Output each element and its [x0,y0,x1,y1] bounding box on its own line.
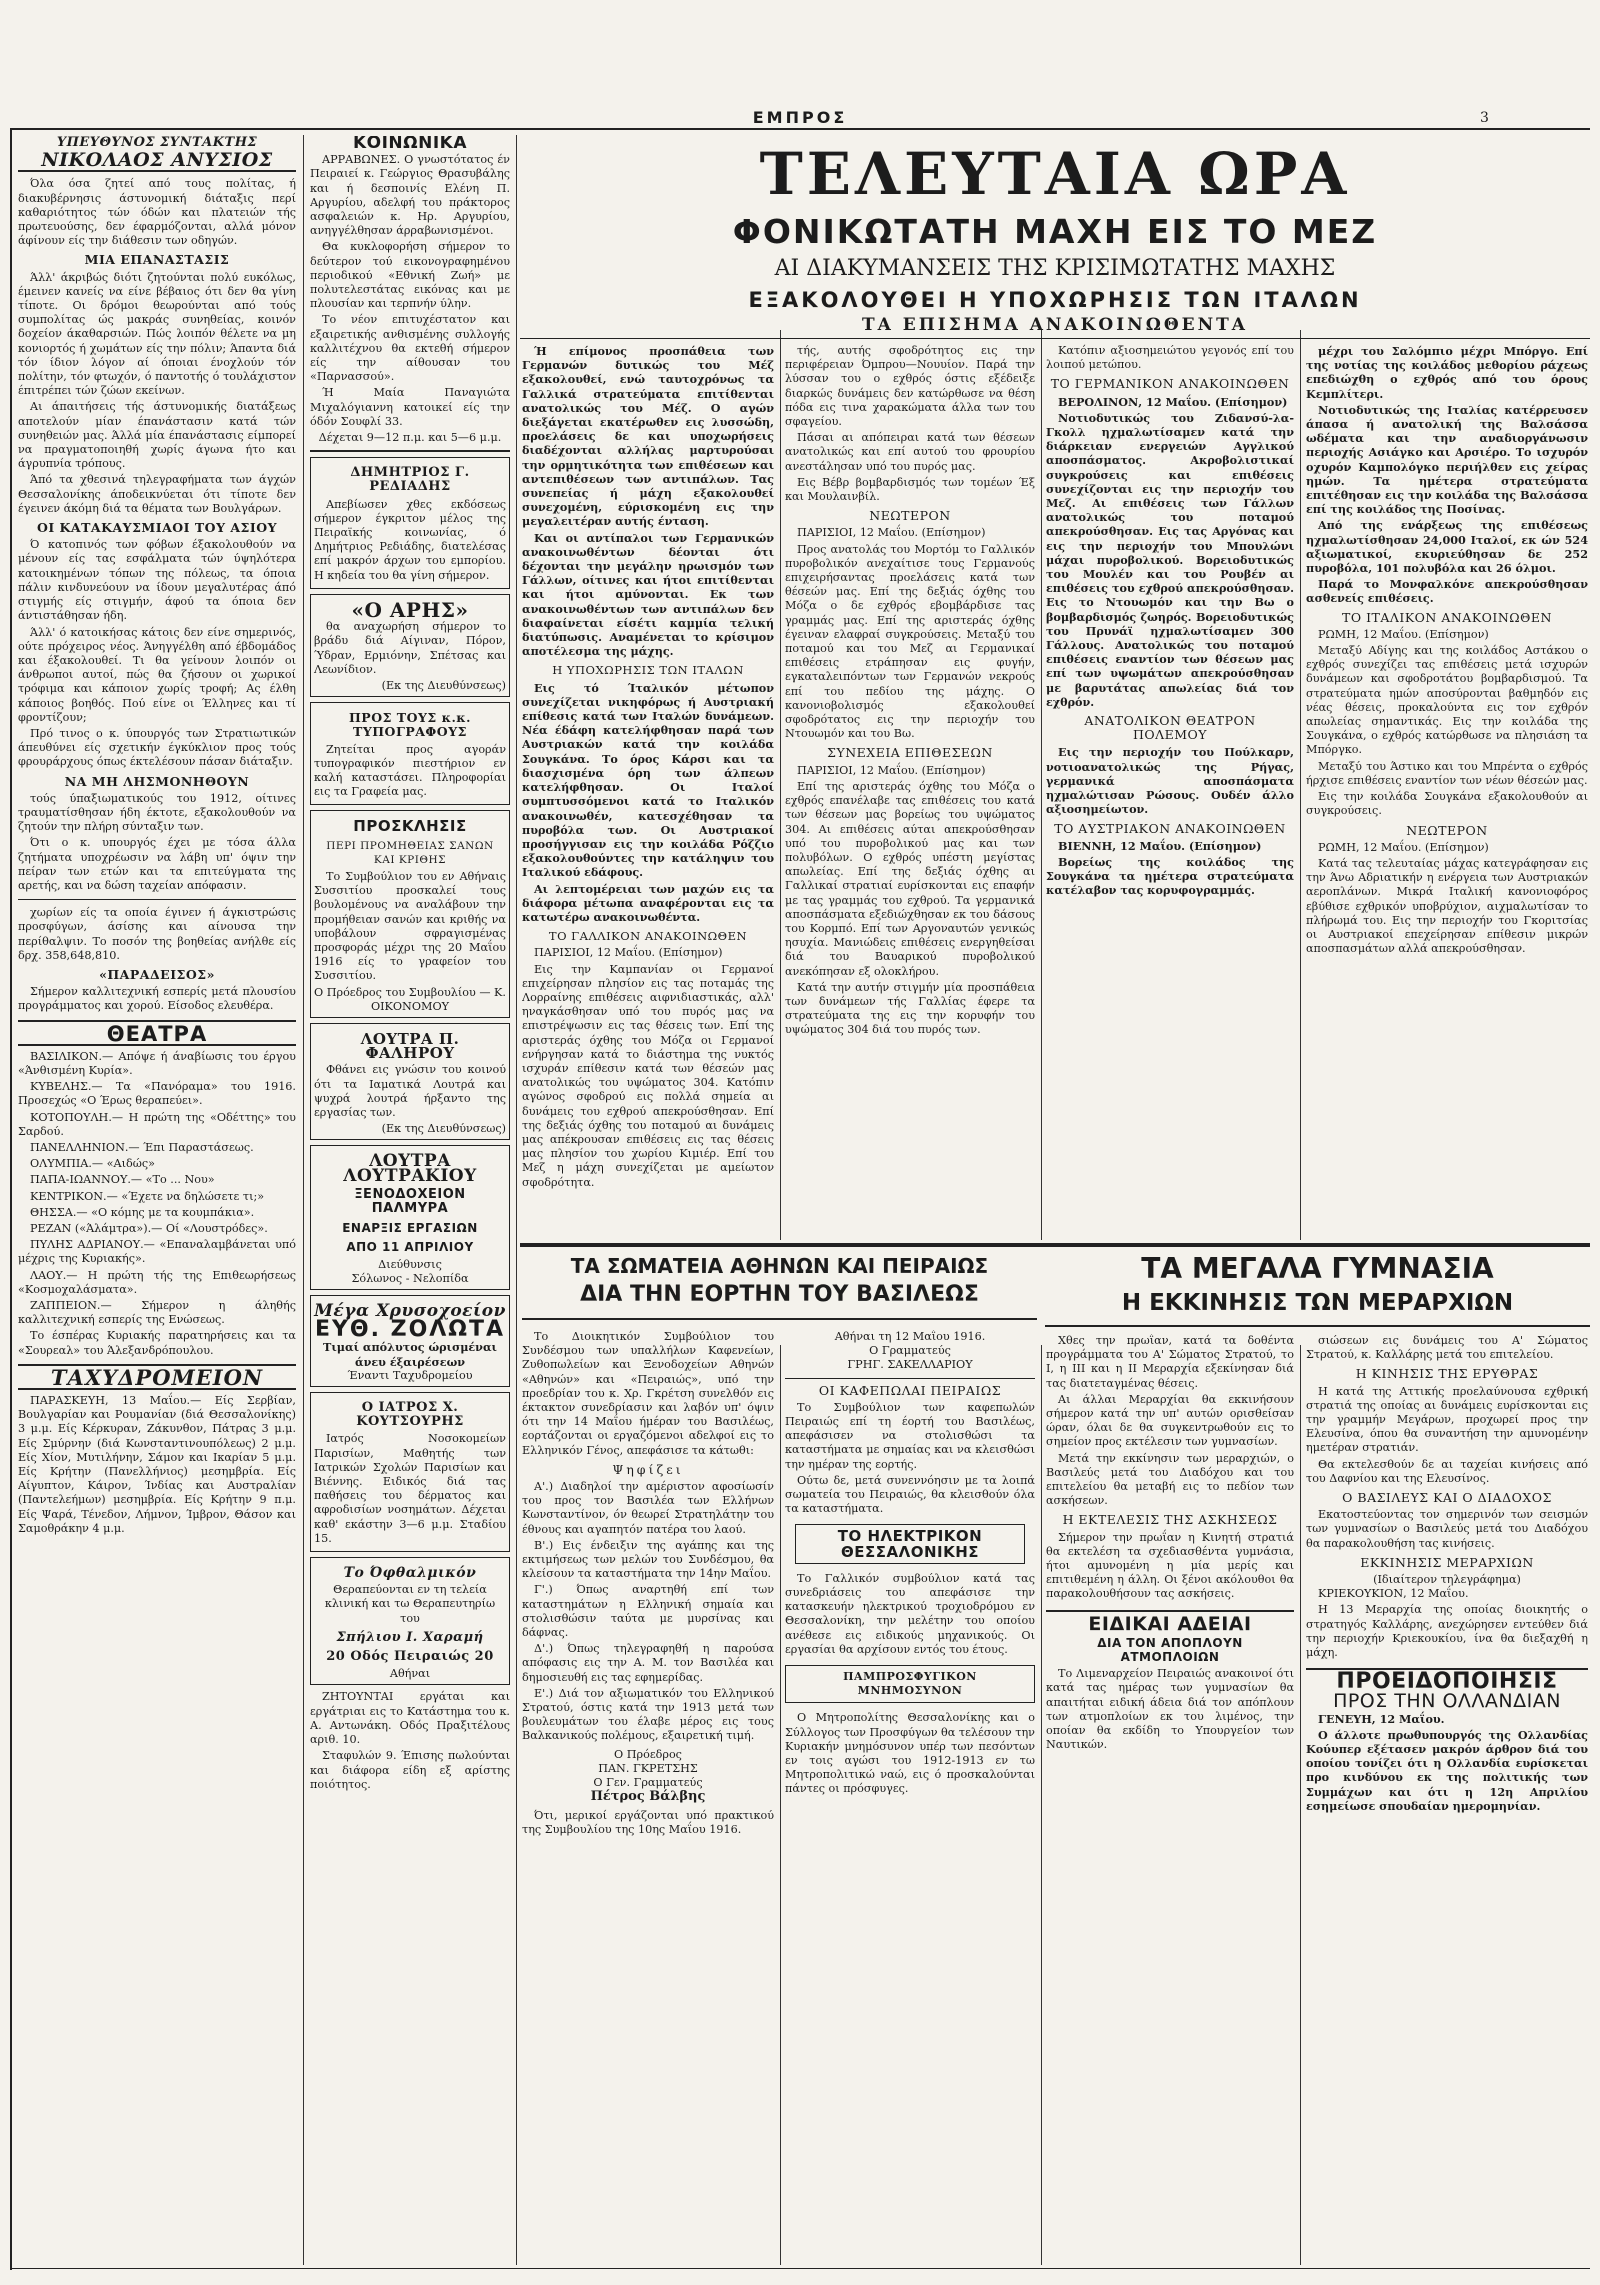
masthead-rule [10,128,1590,130]
page-number: 3 [1480,110,1489,126]
theatre-item: Το έσπέρας Κυριακής παρατηρήσεις και τα «Σουρεαλ» του Άλεξανδρόπουλου. [18,1329,296,1357]
subheading-note: (Ιδιαίτερον τηλεγράφημα) [1373,1573,1521,1587]
ad-title: Το Όφθαλμικόν [343,1565,477,1582]
paragraph: Κατόπιν αξιοσημειώτου γεγονός επί του λοιπού μετώπου. [1046,344,1294,372]
paragraph: ΑΡΡΑΒΩΝΕΣ. Ο γνωστότατος έν Πειραιεί κ. Γεώργιος Θρασυβάλης και ή δεσποινίς Ελένη Π. Αργυρίου, αδελφή του πράκτορος ασφαλειών κ. Ηρ. Αργυρίου, ανηγγέλθησαν άρραβωνισμένοι. [310,153,510,238]
baths-ad [310,1023,510,1140]
headline-rule [520,338,1590,339]
signature-role: Ο Πρόεδρος [614,1747,682,1761]
left-column [18,136,296,2266]
subheading: Η ΚΙΝΗΣΙΣ ΤΗΣ ΕΡΥΘΡΑΣ [1355,1366,1539,1382]
warning-subtitle: ΠΡΟΣ ΤΗΝ ΟΛΛΑΝΔΙΑΝ [1333,1690,1561,1713]
dateline: ΒΙΕΝΝΗ, 12 Μαΐου. (Επίσημον) [1058,838,1262,853]
ad-line: ΑΠΟ 11 ΑΠΡΙΛΙΟΥ [346,1240,474,1255]
ad-text: Ιατρός Νοσοκομείων Παρισίων, Μαθητής των Ιατρικών Σχολών Παρισίων και Βιέννης. Ειδικός διά τας παθήσεις του δέρματος και αφροδισίων νοσημάτων. Δέχεται καθ' εκάστην 3—6 μ.μ. Σταδίου 15. [314,1432,506,1545]
paragraph: Ο Μητροπολίτης Θεσσαλονίκης και ο Σύλλογος των Προσφύγων θα τελέσουν την Κυριακήν μνημόσυνον υπέρ των πεσόντων εν τοις αγώσι του 1912-1913 εν τω Μητροπολιτικώ ναώ, εις ό προσκαλούνται πάντες οι πρόσφυγες. [785,1711,1035,1796]
headline-line-4: ΕΞΑΚΟΛΟΥΘΕΙ Η ΥΠΟΧΩΡΗΣΙΣ ΤΩΝ ΙΤΑΛΩΝ [748,288,1362,312]
paragraph: ΖΗΤΟΥΝΤΑΙ εργάται και εργάτριαι εις το Κατάστημα του κ. Α. Αντωνάκη. Οδός Πραξιτέλους αριθ. 10. [310,1690,510,1747]
warning-title: ΠΡΟΕΙΔΟΠΟΙΗΣΙΣ [1336,1669,1558,1695]
theatre-item: ΖΑΠΠΕΙΟΝ.— Σήμερον η άληθής καλλιτεχνική εσπερίς της Ενώσεως. [18,1299,296,1327]
paragraph: Εκατοστεύοντας τον σημερινόν των σεισμών των γυμνασίων ο Βασιλεύς μετά του Διαδόχου θα παρακολουθήση τας κινήσεις. [1306,1508,1588,1550]
ad-city: Αθήναι [389,1667,431,1681]
permits-subtitle: ΔΙΑ ΤΟΝ ΑΠΟΠΛΟΥΝ ΑΤΜΟΠΛΟΙΩΝ [1097,1635,1243,1665]
paragraph: Βορείως της κοιλάδος της Σουγκάνα τα ημέτερα στρατεύματα κατέλαβον τας κορυφογραμμάς. [1046,854,1294,898]
ad-signature: Ο Πρόεδρος του Συμβουλίου — Κ. ΟΙΚΟΝΟΜΟΥ [314,985,506,1013]
paragraph: Σταφυλών 9. Έπισης πωλούνται και διάφορα είδη εξ αρίστης ποιότητος. [310,1749,510,1791]
subheading: Η ΥΠΟΧΩΡΗΣΙΣ ΤΩΝ ΙΤΑΛΩΝ [552,663,744,678]
bottom-column-3 [1046,1334,1294,2264]
ad-title: «Ο ΑΡΗΣ» [351,597,469,622]
paragraph: Παρά το Μονφαλκόνε απεκρούσθησαν ασθενείς επιθέσεις. [1306,577,1588,606]
memorial-box [785,1665,1035,1703]
paragraph: Μετά την εκκίνησιν των μεραρχιών, ο Βασιλεύς μετά του Διαδόχου και του επιτελείου θα μεταβή εις το πεδίον των ασκήσεων. [1046,1451,1294,1508]
subheading: Η ΕΚΤΕΛΕΣΙΣ ΤΗΣ ΑΣΚΗΣΕΩΣ [1062,1512,1278,1528]
headline-line-2: ΦΟΝΙΚΩΤΑΤΗ ΜΑΧΗ ΕΙΣ ΤΟ ΜΕΖ [732,212,1378,251]
ad-name: Σπήλιου Ι. Χαραμή [336,1629,484,1645]
paragraph: Εις την Καμπανίαν οι Γερμανοί επιχείρησαν πλησίον εις τας ποταμάς της Λορραίνης επιθέσεις αιφνιδιαστικάς, αλλ' ηναγκάσθησαν υπό του πυρός μας να επιστρέψωσιν εις τας θέσεις των. Επί της αριστεράς όχθης του Μόζα οι Γερμανοί ενήργησαν κατά το διάστημα της νυκτός ισχυράν επίθεσιν κατά των θέσεών μας ανατολικώς του υψώματος 304. Κατόπιν αγώνος σφοδρού εις πολλά σημεία αι δυνάμεις του εχθρού απεκρούσθησαν. Επί της δεξιάς όχθης του ποταμού αι δυνάμεις μας απέκρουσαν επιθέσεις εις τας θέσεις μας πλησίον του χωρίου Κιμιέρ. Επί του Μεζ η μάχη συνεχίζεται με αμείωτον σφοδρότητα. [522,962,774,1189]
ad-source: (Εκ της Διευθύνσεως) [381,1122,506,1136]
signature-name: ΠΑΝ. ΓΚΡΕΤΣΗΣ [598,1761,698,1775]
maneuvers-rule [1045,1325,1590,1327]
subheading: ΤΟ ΙΤΑΛΙΚΟΝ ΑΝΑΚΟΙΝΩΘΕΝ [1342,609,1552,625]
subheading: ΟΙ ΚΑΦΕΠΩΛΑΙ ΠΕΙΡΑΙΩΣ [818,1382,1002,1398]
paragraph: Ή επίμονος προσπάθεια των Γερμανών δυτικώς του Μέζ εξακολουθεί, ενώ ταυτοχρόνως τα Γαλλικά στρατεύματα επιτίθενται ανατολικώς του Μέζ. Ο αγών διεξάγεται εκατέρωθεν εις λυσσώδη, προελάσεις δε και υποχωρήσεις διαδέχονται αλλήλας μαρτυρούσαι την ορμητικότητα των επιθέσεων και αντεπιθέσεων των αντιπάλων. Τας συνεπείας ή μάχη εξακολουθεί συνεχομένη, εύρισκομένη εις την μεγαλειτέραν αυτής ένταση. [522,344,774,529]
tram-box [795,1524,1025,1563]
ad-text: Φθάνει εις γνώσιν του κοινού ότι τα Ιαματικά Λουτρά και ψυχρά λουτρά ήρξαντο της εργασίας των. [314,1063,506,1119]
permits-title: ΕΙΔΙΚΑΙ ΑΔΕΙΑΙ [1088,1612,1252,1635]
paragraph: τούς ύπαξιωματικούς του 1912, οίτινες τραυματίσθησαν ήδη έκτοτε, εξακολουθούν να ζητούν την πλήρη σύνταξιν των. [18,791,296,834]
headline-line-3: ΑΙ ΔΙΑΚΥΜΑΝΣΕΙΣ ΤΗΣ ΚΡΙΣΙΜΩΤΑΤΗΣ ΜΑΧΗΣ [774,256,1336,281]
paragraph: Επί της αριστεράς όχθης του Μόζα ο εχθρός επανέλαβε τας επιθέσεις του κατά των θέσεων μας βορείως του υψώματος 304. Αι επιθέσεις αύται απεκρούσθησαν υπό του πυροβολικού μας και των πολυβόλων. Ο εχθρός υπέστη μεγίστας απωλείας. Επί της δεξιάς όχθης αι Γαλλικαί στρατιαί ευρίσκονται εις επαφήν με τας γραμμάς του εχθρού. Τα γερμανικά αποσπάσματα εξεδιώχθησαν εκ του δάσους του Κορμπό. Επί των Αργοναυτών γενικώς ησυχία. Μανιώδεις επιθέσεις ενεργηθείσαι διά του Βαυαρικού πυροβολικού ανεκόπησαν εξ ολοκλήρου. [785,779,1035,978]
paragraph: Ότι, μερικοί εργάζονται υπό πρακτικού της Συμβουλίου της 10ης Μαΐου 1916. [522,1808,774,1836]
paragraph: Ούτω δε, μετά συνεννόησιν με τα λοιπά σωματεία του Πειραιώς, θα κλεισθούν όλα τα καταστήματα. [785,1473,1035,1516]
ad-address: 20 Οδός Πειραιώς 20 [326,1649,494,1665]
paragraph: Ό κατοπινός των φόβων έξακολουθούν να μένουν είς τας εσφάλματα τών ύψηλότερα κατοικημένων τόπων της πόλεως, τα όποια πάλιν κινδυνεύουν να ίδουν μεγαλυτέρας άπό στιγμής είς στιγμήν, άφού τα όποια δεν άντιστάθησαν ήδη. [18,538,296,623]
paragraph: χωρίων είς τα οποία έγινεν ή άγκιστρώσις προσφύγων, άσίσης και αίνουσα την περίθαλψιν. Το ποσόν της βοηθείας ανήλθε είς δρχ. 358,648,810. [18,906,296,962]
paragraph: Πρό τινος ο κ. ύπουργός των Στρατιωτικών άπευθύνει είς σχετικήν έγκύκλιον προς τούς φρουράρχους όπως έκτελέσουν πάσαν διάταξιν. [18,726,296,769]
paragraph: Β'.) Εις ένδειξιν της αγάπης και της εκτιμήσεως των μελών του Συνδέσμου, θα κλείσουν τα καταστήματα την 14ην Μαΐου. [522,1538,774,1581]
box-title: ΠΑΜΠΡΟΣΦΥΓΙΚΟΝ ΜΝΗΜΟΣΥΝΟΝ [843,1670,977,1698]
theatre-item: ΚΟΤΟΠΟΥΛΗ.— Η πρώτη της «Οδέττης» του Σαρδού. [18,1110,296,1138]
editor-header: ΥΠΕΥΘΥΝΟΣ ΣΥΝΤΑΚΤΗΣ [56,136,258,150]
theatre-item: ΠΑΝΕΛΛΗΝΙΟΝ.— Έπι Παραστάσεως. [30,1141,254,1154]
ad-title: Μέγα Χρυσοχοείον [314,1301,506,1322]
ad-line: Σόλωνος - Νελοπίδα [351,1271,469,1285]
paragraph: Άλλ' άκριβώς διότι ζητούνται πολύ ευκόλως, έμεινεν κανείς να είνε βέβαιος ότι δεν θα γίνη τίποτε. Οι δρόμοι θεωρούνται από τούς συμπολίτας ώς μακράς συνηθείας, κοινόν δοχείον άκαθαρσιών. Πώς λοιπόν θέλετε να μη κονιορτός ή χωμάτων είς την πόλιν; Άπαντα διά τόν ίδιον λόγον αί όποιαι ένοχλούν τόν πολίτην, τόν φτωχόν, ό παντοτής ό τουλάχιστον έπιτρέπει τών ζώων εκείνων. [18,270,296,398]
theatre-item: ΘΗΣΣΑ.— «Ο κόμης με τα κουμπάκια». [30,1205,255,1219]
ad-title: ΔΗΜΗΤΡΙΟΣ Γ. ΡΕΔΙΑΔΗΣ [350,465,470,495]
guilds-title-2: ΔΙΑ ΤΗΝ ΕΟΡΤΗΝ ΤΟΥ ΒΑΣΙΛΕΩΣ [580,1282,979,1307]
paragraph: Πάσαι αι απόπειραι κατά των θέσεων ανατολικώς και επί αυτού του φρουρίου ανεστάλησαν υπό του πυρός μας. [785,431,1035,473]
column-5 [1046,344,1294,1239]
paragraph: Θα εκτελεσθούν δε αι ταχείαι κινήσεις από του Δαφνίου και της Ελευσίνος. [1306,1457,1588,1485]
paragraph: Εις Βέβρ βομβαρδισμός των τομέων Έξ και Μουλαινβίλ. [785,475,1035,504]
social-header: ΚΟΙΝΩΝΙΚΑ [352,136,467,153]
theatre-item: ΚΕΝΤΡΙΚΟΝ.— «Έχετε να δηλώσετε τι;» [30,1189,265,1203]
paragraph: Α'.) Διαδηλοί την αμέριστον αφοσίωσίν του προς τον Βασιλέα των Ελλήνων Κωνσταντίνον, όν θεωρεί Στρατηλάτην του έθνους και αγαπητόν πατέρα του λαού. [522,1480,774,1536]
subheading: ΤΟ ΓΑΛΛΙΚΟΝ ΑΝΑΚΟΙΝΩΘΕΝ [548,929,748,944]
dateline: ΚΡΙΕΚΟΥΚΙΟΝ, 12 Μαΐου. [1318,1587,1469,1601]
headline-banner: ΤΕΛΕΥΤΑΙΑ ΩΡΑ [759,140,1351,208]
theatre-item: ΠΑΠΑ-ΙΩΑΝΝΟΥ.— «Το ... Νου» [30,1173,215,1187]
col-rule-4 [1041,330,1042,1240]
col-rule-7 [1041,1345,1042,2265]
paragraph: Το νέον επιτυχέστατον και εξαιρετικής ανθισμένης συλλογής καλλιτέχνου θα εκτεθή σήμερον είς την αίθουσαν του «Παρνασσού». [310,313,510,384]
ad-text: Θεραπεύονται εν τη τελεία κλινική και τω Θεραπευτηρίω του [324,1583,496,1625]
theatre-item: ΛΑΟΥ.— Η πρώτη τής της Επιθεωρήσεως «Κοσμοχαλάσματα». [18,1268,296,1296]
ad-title: ΛΟΥΤΡΑ ΛΟΥΤΡΑΚΙΟΥ [343,1151,477,1186]
ad-title: Ο ΙΑΤΡΟΣ Χ. ΚΟΥΤΣΟΥΡΗΣ [356,1400,464,1430]
subheading: ΝΕΩΤΕΡΟΝ [869,508,951,524]
dateline: ΠΑΡΙΣΙΟΙ, 12 Μαΐου. (Επίσημον) [534,946,723,960]
ad-text: Ζητείται προς αγοράν τυπογραφικόν πιεστήριον εν καλή καταστάσει. Πληροφορίαι εις τα Γραφεία μας. [314,742,506,799]
theatre-item: ΚΥΒΕΛΗΣ.— Τα «Πανόραμα» του 1916. Προσεχώς «Ο Έρως θεραπεύει». [18,1080,296,1108]
theatres-header: ΘΕΑΤΡΑ [106,1021,208,1046]
theatre-item: ΠΥΛΗΣ ΑΔΡΙΑΝΟΥ.— «Επαναλαμβάνεται υπό μέχρις της Κυριακής». [18,1238,296,1266]
bottom-rule [10,2268,1590,2269]
paragraph: Δέχεται 9—12 π.μ. και 5—6 μ.μ. [318,431,502,445]
paragraph: Η 13 Μεραρχία της οποίας διοικητής ο στρατηγός Καλλάρης, ανεχώρησεν εντεύθεν διά την περιοχήν Κριεκουκίου, ίνα θα διεξαχθή η μάχη. [1306,1603,1588,1660]
ad-title: ΠΡΟΣΚΛΗΣΙΣ [353,817,467,836]
paragraph: Νοτιοδυτικώς του Ζιδανσύ-λα-Γκολλ ηχμαλωτίσαμεν κατά την διάρκειαν ενεργειών Αγγλικού αποσπάσματος. Ακροβολιστικαί συγκρούσεις και επιθέσεις συνεχίζονται εις την περιοχήν του Μεζ. Αι επιθέσεις των Γάλλων ανατολικώς του ποταμού απεκρούσθησαν. Εις τας Αργόνας και εις την περιοχήν του Μπουλώνι μάχαι πυροβολικού. Βορειοδυτικώς του Μουλέν και του Ρουβέν αι επιθέσεις του εχθρού απεκρούσθησαν. Εις το Ντουωμόν και την Βω ο βομβαρδισμός ζωηρός. Βορειοδυτικώς του Πρυνάϊ ηχμαλωτίσαμεν 300 Γάλλους. Ανατολικώς του ποταμού επιθέσεις εναντίον των θέσεων μας επί των υψωμάτων απεκρούσθησαν με βαρυτάτας απωλείας διά τον εχθρόν. [1046,410,1294,709]
paragraph: Ο άλλοτε πρωθυπουργός της Ολλανδίας Κούυπερ εξέτασεν μακρόν άρθρον διά του οποίου τονίζει ότι η Ολλανδία ευρίσκεται προ κινδύνου εκ της πολιτικής των Συμμάχων και ότι η 12η Απριλίου εσημείωσε σπουδαίαν ημερομηνίαν. [1306,1727,1588,1813]
theatre-item: ΟΛΥΜΠΙΑ.— «Αιδώς» [30,1157,155,1171]
paragraph: τής, αυτής σφοδρότητος εις την περιφέρειαν Όμπρου—Νουυίον. Παρά την λύσσαν του ο εχθρός όστις εξέδειξε διαρκώς δυνάμεις δεν κατώρθωσε να θέση πόδα εις τινα χαρακώματα άλλα των του σφαγείου. [785,344,1035,429]
paragraph: Το Διοικητικόν Συμβούλιον του Συνδέσμου των υπαλλήλων Καφενείων, Ζυθοπωλείων και Ξενοδοχείων Αθηνών «Αθηνών» και «Πειραιώς», υπό την προεδρίαν του κ. Χρ. Γκρέτση συνελθόν εις έκτακτον συνεδρίασιν και λαβόν υπ' όψιν ότι την 14 Μαΐου ήμέραν του Βασιλέως, εορτάζονται οι εργαζόμενοι αδελφοί εις το Ελληνικόν Γένος, απεφάσισε τα κάτωθι: [522,1330,774,1457]
paragraph: Ότι ο κ. υπουργός έχει με τόσα άλλα ζητήματα υποχρέωσιν να λάβη υπ' όψιν την πείραν των ετών και τα επιτεύγματα της αρετής, και να δώση ταχείαν απόφασιν. [18,836,296,892]
subheading: Ψηφίζει [612,1461,684,1477]
box-title: ΤΟ ΗΛΕΚΤΡΙΚΟΝ [837,1527,983,1546]
col-rule-1 [303,135,304,2265]
paragraph: Το Συμβούλιον των καφεπωλών Πειραιώς επί τη έορτή του Βασιλέως, απεφάσισεν να στολισθώσι τα καταστήματα με σημαίας και να κλεισθώσι την ημέραν της εορτής. [785,1400,1035,1471]
column-2 [310,136,510,2266]
dateline: Αθήναι τη 12 Μαΐου 1916. [834,1330,986,1343]
subheading: ΕΚΚΙΝΗΣΙΣ ΜΕΡΑΡΧΙΩΝ [1360,1554,1534,1570]
paragraph: Αι άπαιτήσεις τής άστυνομικής διατάξεως αποτελούν μίαν έπανάστασιν κατά τών συνηθειών μας. Άλλά μία έπανάστασις είμπορεί να πραγματοποιηθή χωρίς άγωνα ήτο και άγρυπνία τρόπους. [18,400,296,471]
col-rule-3 [780,330,781,1240]
maneuvers-title-2: Η ΕΚΚΙΝΗΣΙΣ ΤΩΝ ΜΕΡΑΡΧΙΩΝ [1121,1290,1514,1316]
paragraph: Νοτιοδυτικώς της Ιταλίας κατέρρευσεν άπασα ή ανατολική της Βαλσάσσα ωδέματα και την αναδιοργάνωσιν περιοχής Ασιάγκο και Αρσιέρο. Το ισχυρόν οχυρόν Καμπολόγκο περιήλθεν εις χείρας ημών. Τα ημέτερα στρατεύματα επιτέθησαν εις την κοιλάδα της Βαλσάσσα επί της κοιλάδος της Ποσίνας. [1306,402,1588,517]
tender-notice [310,810,510,1018]
ad-text: Τιμαί απόλυτος ώρισμέναι άνευ έξαιρέσεων [323,1340,497,1369]
doctor-ad [310,1392,510,1552]
signature-role: Ο Γεν. Γραμματεύς [593,1776,703,1790]
ad-text: Απεβίωσεν χθες εκδόσεως σήμερον έγκριτον μέλος της Πειραϊκής κοινωνίας, ό Δημήτριος Ρεδιάδης, διατελέσας επί μακρόν άρχων του εμπορίου. Η κηδεία του θα γίνη σήμερον. [314,497,506,582]
paragraph: Άλλ' ό κατοικήσας κάτοις δεν είνε σημερινός, ούτε πρόχειρος νέος. Άνηγγέλθη από έβδομάδος και έξακολουθεί. Τι θα γείνουν λοιπόν οι άνθρωποι αυτοί, πώς θα ζήσουν οι χωρικοί τρόφιμα και κάποιον χωρίς τροφή; Ας έλθη κάποιος βοηθός. Πού είνε οι Έλληνες και τί φροντίζουν; [18,625,296,724]
paragraph: Κατά τας τελευταίας μάχας κατεγράφησαν εις την Άνω Αδριατικήν η ενέργεια των Αυστριακών αεροπλάνων. Μικρά Ιταλική κανονιοφόρος εβύθισε εχθρικόν υποβρύχιον, αιχμαλωτίσαν το πλήρωμά του. Εις την περιοχήν του Γκοριτσίας οι Αυστριακοί επεχείρησαν επίθεσιν μικρών αποσπασμάτων αλλά απεκρούσθησαν. [1306,856,1588,956]
hotel-ad [310,1145,510,1290]
col-rule-5 [1300,330,1301,1240]
paragraph: Δ'.) Όπως τηλεγραφηθή η παρούσα απόφασις εις την Α. Μ. τον Βασιλέα και δημοσιευθή εις τας εφημερίδας. [522,1642,774,1684]
theatre-item: ΒΑΣΙΛΙΚΟΝ.— Απόψε ή άναβίωσις του έργου «Άνθισμένη Κυρία». [18,1049,296,1077]
ad-name: ΕΥΘ. ΖΟΛΩΤΑ [314,1317,506,1343]
paragraph: Θα κυκλοφορήση σήμερον το δεύτερον τού εικονογραφημένου περιοδικού «Εθνική Ζωή» με πολυτελεστάτας εικόνας και με πλουσίαν και τερπνήν ύλην. [310,240,510,311]
ad-text: Το Συμβούλιον του εν Αθήναις Συσσιτίου προσκαλεί τους βουλομένους να αναλάβουν την προμήθειαν σανών και κριθής να υποβάλουν σφραγισμένας προσφοράς μέχρι της 20 Μαΐου 1916 είς το γραφείον του Συσσιτίου. [314,869,506,983]
paragraph: ΠΑΡΑΣΚΕΥΗ, 13 Μαΐου.— Είς Σερβίαν, Βουλγαρίαν και Ρουμανίαν (διά Θεσσαλονίκης) 3 μ.μ. Είς Κέρκυραν, Ζάκυνθον, Πάτρας 3 μ.μ. Είς Σμύρνην (διά Κωνσταντινουπόλεως) 2 μ.μ. Είς Χίον, Μυτιλήνην, Σάμον και Ικαρίαν 5 μ.μ. Είς Κρήτην (Πανελλήνιος) μεσημβρία. Είς Αίγυπτον, Κάιρον, Ίνδίας και Αυστραλίαν (Παντελεήμων) μεσημβρία. Είς Κρήτην 9 π.μ. Είς Ψαρά, Τένεδον, Λήμνον, Ίμβρον, Θάσον και Σαμοθράκην 4 μ.μ. [18,1394,296,1535]
ad-title: ΛΟΥΤΡΑ Π. ΦΑΛΗΡΟΥ [360,1029,460,1063]
paragraph: Η κατά της Αττικής προελαύνουσα εχθρική στρατιά της οποίας αι δυνάμεις ευρίσκονται εις την γραμμήν Μεγάρων, προχωρεί προς την Ελευσίνα, όπου θα συναντήση την αμυνομένην ημετέραν στρατιάν. [1306,1384,1588,1455]
masthead-name: ΕΜΠΡΟΣ [752,108,848,127]
subheading: Ο ΒΑΣΙΛΕΥΣ ΚΑΙ Ο ΔΙΑΔΟΧΟΣ [1342,1490,1552,1506]
paragraph: Άπό τα χθεσινά τηλεγραφήματα των άγχών Θεσσαλονίκης άποδεικνύεται ότι τίποτε δεν έγεινεν άκόμη διά τα θέματα των Βουλγάρων. [18,473,296,515]
post-office-header: ΤΑΧΥΔΡΟΜΕΙΟΝ [50,1364,264,1390]
paragraph: Μεταξύ του Άστικο και του Μπρέντα ο εχθρός ήρχισε επιθέσεις εναντίον των νέων θέσεών μας. [1306,759,1588,787]
paragraph: Μεταξύ Αδίγης και της κοιλάδος Αστάκου ο εχθρός συνεχίζει τας επιθέσεις μετά ισχυρών δυνάμεων και σφοδροτάτου βομβαρδισμού. Τα στρατεύματα ημών αποσύρονται βαθμηδόν εις νέας θέσεις, προκαλούντα εις τον εχθρόν απωλείας σημαντικάς. Εις την κοιλάδα της Σουγκάνα, ο εχθρός κατώρθωσε να πλησιάση τα Μπόργκο. [1306,644,1588,757]
ad-title: ΠΡΟΣ ΤΟΥΣ κ.κ. ΤΥΠΟΓΡΑΦΟΥΣ [348,710,472,740]
paragraph: μέχρι του Σαλόμπιο μέχρι Μπόργο. Επί της νοτίας της κοιλάδος μεθορίου ράχεως επεδιώχθη ο εχθρός από του όρους Κεμπλίτερι. [1306,344,1588,401]
subheading: ΜΙΑ ΕΠΑΝΑΣΤΑΣΙΣ [84,252,230,268]
signature-name: Πέτρος Βάλβης [590,1789,706,1805]
dateline: ΓΕΝΕΥΗ, 12 Μαΐου. [1318,1711,1445,1726]
bottom-column-1 [522,1330,774,2265]
paragraph: Γ'.) Όπως αναρτηθή επί των καταστημάτων η Ελληνική σημαία και στολισθώσιν ταύτα με μυρσίνας και δάφνας. [522,1583,774,1640]
paragraph: Εις τό Ίταλικόν μέτωπον συνεχίζεται νικηφόρως ή Αυστριακή επίθεσις κατά των Ιταλών δυνάμεων. Νέα έδάφη κατελήφθησαν παρά των Αυστριακών κατά την κοιλάδα Σουγκάνα. Το όρος Κάρσι και τα διασχισμένα όρη των άλπεων κατελήφθησαν. Οι Ιταλοί συμπτυσσόμενοι κατά το Ιταλικόν ανακοινωθέν, κατεσχέθησαν τα πυροβόλα των. Οι Αυστριακοί προσήγγισαν εις την κοιλάδα Ρόζζιο εξακολουθούντες την κατάληψιν του Ιταλικού εδάφους. [522,680,774,880]
paragraph: Ή Μαία Παναγιώτα Μιχαλόγιαννη κατοικεί είς την όδόν Σουφλί 33. [310,386,510,428]
paragraph: Το Λιμεναρχείον Πειραιώς ανακοινοί ότι κατά τας ημέρας των γυμνασίων θα απαιτήται ειδική άδεια διά τον απόπλουν των ατμοπλοίων εκ του λιμένος, την οποίαν θα εκδίδη το Υπουργείον των Ναυτικών. [1046,1667,1294,1752]
paragraph: Ε'.) Διά τον αξιωματικόν του Ελληνικού Στρατού, όστις κατά την 1913 μετά των βουλευμάτων του έλαβε μέρος εις τους Βαλκανικούς πολέμους, εξαιρετική τιμή. [522,1686,774,1743]
subheading: ΤΟ ΓΕΡΜΑΝΙΚΟΝ ΑΝΑΚΟΙΝΩΘΕΝ [1050,376,1290,392]
paragraph: Σήμερον την πρωΐαν η Κινητή στρατιά θα εκτελέση τα σχεδιασθέντα γυμνάσια, ήτοι αμυνομένη η μία μερίς και επιτιθεμένη η άλλη. Οι ξένοι ακόλουθοι θα παρακολουθήσουν τας ασκήσεις. [1046,1530,1294,1601]
paragraph: Όλα όσα ζητεί από τους πολίτας, ή διακυβέρνησις άστυνομική διάταξις περί καθαριότητος τών όδών και πλατειών τής πρωτευούσης, δεν έφαρμόζονται, αλλά μόνον άφίνουν είς την διάθεσιν των οδηγών. [18,177,296,248]
subheading: «ΠΑΡΑΔΕΙΣΟΣ» [99,966,215,982]
left-margin-rule [10,130,12,2270]
editor-name: ΝΙΚΟΛΑΟΣ ΑΝΥΣΙΟΣ [41,149,273,172]
ad-source: (Εκ της Διευθύνσεως) [381,678,506,692]
maneuvers-title-1: ΤΑ ΜΕΓΑΛΑ ΓΥΜΝΑΣΙΑ [1141,1252,1494,1285]
col-rule-6 [780,1345,781,2265]
ship-ad [310,594,510,697]
dateline: ΠΑΡΙΣΙΟΙ, 12 Μαΐου. (Επίσημον) [797,763,986,777]
subheading: ΝΕΩΤΕΡΟΝ [1406,822,1488,838]
paragraph: Κατά την αυτήν στιγμήν μία προσπάθεια των δυνάμεων τής Γαλλίας έφερε τα στρατεύματα της εις την κορυφήν του υψώματος 304 διά του πυρός των. [785,980,1035,1037]
dateline: ΡΩΜΗ, 12 Μαΐου. (Επίσημον) [1318,840,1489,854]
dateline: ΒΕΡΟΛΙΝΟΝ, 12 Μαΐου. (Επίσημον) [1058,394,1288,409]
guilds-title-1: ΤΑ ΣΩΜΑΤΕΙΑ ΑΘΗΝΩΝ ΚΑΙ ΠΕΙΡΑΙΩΣ [570,1254,989,1278]
headline-line-5: ΤΑ ΕΠΙΣΗΜΑ ΑΝΑΚΟΙΝΩΘΕΝΤΑ [861,315,1248,335]
column-3 [522,344,774,1239]
ad-line: ΕΝΑΡΞΙΣ ΕΡΓΑΣΙΩΝ [342,1221,478,1236]
guilds-rule [522,1318,1037,1320]
bottom-column-2 [785,1330,1035,2265]
subheading: ΟΙ ΚΑΤΑΚΑΥΣΜΙΑΟΙ ΤΟΥ ΑΣΙΟΥ [36,520,278,536]
paragraph: Από της ενάρξεως της επιθέσεως ηχμαλωτίσθησαν 24,000 Ιταλοί, εκ ών 524 αξιωματικοί, εκυριεύθησαν δε 252 πυροβόλα, 101 πολυβόλα και 26 όλμοι. [1306,518,1588,576]
paragraph: Σήμερον καλλιτεχνική εσπερίς μετά πλουσίου προγράμματος και χορού. Είσοδος ελευθέρα. [18,985,296,1013]
subheading: ΑΝΑΤΟΛΙΚΟΝ ΘΕΑΤΡΟΝ ΠΟΛΕΜΟΥ [1084,713,1256,743]
theatres-list [18,1050,296,1358]
paragraph: Χθες την πρωΐαν, κατά τα δοθέντα προγράμματα του Α' Σώματος Στρατού, το Ι, η ΙΙΙ και η ΙΙ Μεραρχία εξεκίνησαν διά τας διατεταγμένας θέσεις. [1046,1334,1294,1390]
paragraph: Και οι αντίπαλοι των Γερμανικών ανακοινωθέντων δέονται ότι δέχονται την μεγάλην ηρωισμόν των Γάλλων, οίτινες και ήτοι επιτίθενται και ήτοι αμύνονται. Εκ των ανακοινωθέντων των αντιπάλων δεν διαφαίνεται είσέτι καμμία τελική διατύπωσις. Αναμένεται το κρίσιμον αποτέλεσμα της μάχης. [522,530,774,659]
subheading: ΝΑ ΜΗ ΛΗΣΜΟΝΗΘΟΥΝ [64,773,250,789]
paragraph: σιώσεων εις δυνάμεις του Α' Σώματος Στρατού, κ. Καλλάρης μετά του επιτελείου. [1306,1334,1588,1362]
dateline: ΠΑΡΙΣΙΟΙ, 12 Μαΐου. (Επίσημον) [797,526,986,540]
subheading: ΤΟ ΑΥΣΤΡΙΑΚΟΝ ΑΝΑΚΟΙΝΩΘΕΝ [1054,820,1286,836]
ad-line: Διεύθυνσις [378,1257,442,1271]
box-title: ΘΕΣΣΑΛΟΝΙΚΗΣ [840,1542,980,1561]
paragraph: Προς ανατολάς του Μορτόμ το Γαλλικόν πυροβολικόν ανεχαίτισε τους Γερμανούς επιχειρήσαντας προελάσεις κατά των θέσεών μας. Επί της δεξιάς όχθης του Μόζα ο δε εχθρός εβομβάρδισε τας γραμμάς μας. Επί της αριστεράς όχθης έγειναν ελαφραί συγκρούσεις. Μεταξύ του ποταμού και του Μεζ αι Γερμανικαί επιθέσεις ετράπησαν εις φυγήν, εγκαταλειπόντων των Γερμανών νεκρούς επί του πεδίου της μάχης. Ο κανονιοβολισμός εξακολουθεί σφοδρότατος εις την περιοχήν του Ντουωμόν και του Βω. [785,542,1035,741]
signature-role: Ο Γραμματεύς [869,1344,951,1358]
bottom-column-4 [1306,1334,1588,2264]
paragraph: Το Γαλλικόν συμβούλιον κατά τας συνεδριάσεις του απεφάσισε την κατασκευήν ηλεκτρικού τροχιοδρόμου εν Θεσσαλονίκη, την μελέτην του οποίου ανέθεσε εις ειδικούς μηχανικούς. Οι εργασίαι θα αρχίσουν εντός του έτους. [785,1571,1035,1656]
section-rule [520,1243,1590,1247]
paragraph: Εις την κοιλάδα Σουγκάνα εξακολουθούν αι συγκρούσεις. [1306,790,1588,818]
paragraph: Αι άλλαι Μεραρχίαι θα εκκινήσουν σήμερον κατά την υπ' αυτών ορισθείσαν ώραν, όλαι δε θα συγκεντρωθούν εις το σημείον προς εκτέλεσιν των γυμνασίων. [1046,1392,1294,1449]
paragraph: Αι λεπτομέρειαι των μαχών εις τα διάφορα μέτωπα αναφέρονται εις τα κατωτέρω ανακοινωθέντα. [522,881,774,924]
ad-subtitle: ΞΕΝΟΔΟΧΕΙΟΝ ΠΑΛΜΥΡΑ [354,1186,466,1216]
obituary-ad [310,457,510,589]
dateline: ΡΩΜΗ, 12 Μαΐου. (Επίσημον) [1318,627,1489,641]
subheading: ΣΥΝΕΧΕΙΑ ΕΠΙΘΕΣΕΩΝ [827,745,993,761]
ad-text: θα αναχωρήση σήμερον το βράδυ διά Αίγιναν, Πόρον, Ύδραν, Ερμιόνην, Σπέτσας και Λεωνίδιον. [314,620,506,676]
column-6 [1306,344,1588,1239]
eye-clinic-ad [310,1557,510,1685]
jeweller-ad [310,1295,510,1387]
theatre-item: ΡΕΖΑΝ («Άλάμτρα»).— Οί «Λουστρόδες». [30,1222,268,1236]
column-4 [785,344,1035,1239]
printers-ad [310,702,510,805]
col-rule-8 [1300,1345,1301,2265]
ad-subtitle: ΠΕΡΙ ΠΡΟΜΗΘΕΙΑΣ ΣΑΝΩΝ ΚΑΙ ΚΡΙΘΗΣ [326,839,494,866]
paragraph: Εις την περιοχήν του Πούλκαρν, νοτιοανατολικώς της Ρήγας, γερμανικά αποσπάσματα ηχμαλώτισαν Ρώσους. Ουδέν άλλο αξιοσημείωτον. [1046,745,1294,817]
ad-address: Έναντι Ταχυδρομείου [347,1368,473,1382]
signature-name: ΓΡΗΓ. ΣΑΚΕΛΛΑΡΙΟΥ [847,1358,973,1372]
col-rule-2 [516,135,517,2265]
